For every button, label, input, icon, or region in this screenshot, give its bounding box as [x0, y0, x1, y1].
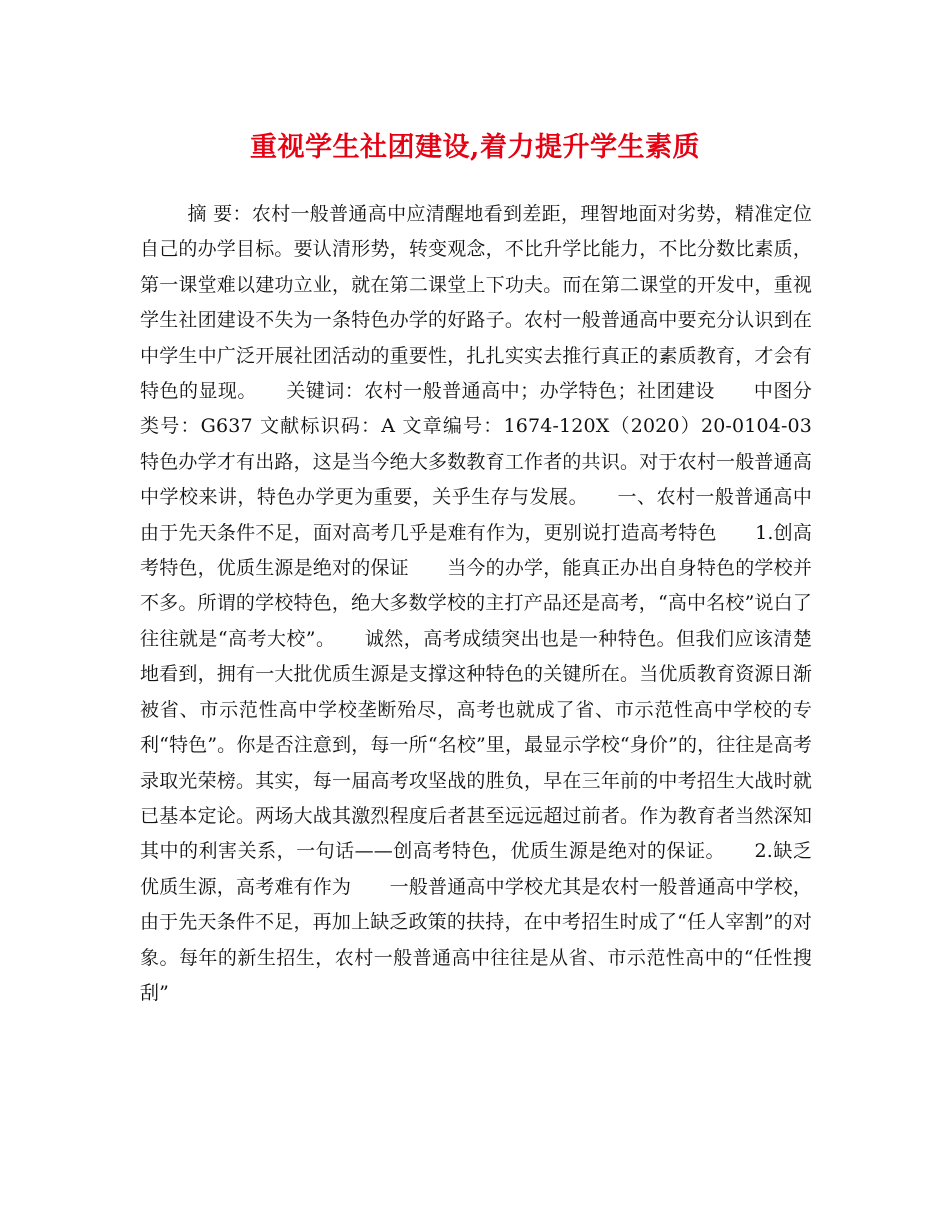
document-title: 重视学生社团建设,着力提升学生素质: [250, 132, 700, 163]
body-paragraph: 摘 要：农村一般普通高中应清醒地看到差距，理智地面对劣势，精准定位自己的办学目标。要认清形势，转变观念，不比升学比能力，不比分数比素质，第一课堂难以建功立业，就在第二课堂上下功夫。而在第二课堂的开发中，重视学生社团建设不失为一条特色办学的好路子。农村一般普通高中要充分认识到在中学生中广泛开展社团活动的重要性，扎扎实实去推行真正的素质教育，才会有特色的显现。 关键词：农村一般普通高中；办学特色；社团建设 中图分类号：G637 文献标识码：A 文章编号：1674-120X（2020）20-0104-03 特色办学才有出路，这是当今绝大多数教育工作者的共识。对于农村一般普通高中学校来讲，特色办学更为重要，关乎生存与发展。 一、农村一般普通高中由于先天条件不足，面对高考几乎是难有作为，更别说打造高考特色 1.创高考特色，优质生源是绝对的保证 当今的办学，能真正办出自身特色的学校并不多。所谓的学校特色，绝大多数学校的主打产品还是高考，“高中名校”说白了往往就是“高考大校”。 诚然，高考成绩突出也是一种特色。但我们应该清楚地看到，拥有一大批优质生源是支撑这种特色的关键所在。当优质教育资源日渐被省、市示范性高中学校垄断殆尽，高考也就成了省、市示范性高中学校的专利“特色”。你是否注意到，每一所“名校”里，最显示学校“身价”的，往往是高考录取光荣榜。其实，每一届高考攻坚战的胜负，早在三年前的中考招生大战时就已基本定论。两场大战其激烈程度后者甚至远远超过前者。作为教育者当然深知其中的利害关系，一句话——创高考特色，优质生源是绝对的保证。 2.缺乏优质生源，高考难有作为 一般普通高中学校尤其是农村一般普通高中学校，由于先天条件不足，再加上缺乏政策的扶持，在中考招生时成了“任人宰割”的对象。每年的新生招生，农村一般普通高中往往是从省、市示范性高中的“任性搜刮”: [140, 203, 851, 1004]
document-body: [140, 197, 851, 1011]
